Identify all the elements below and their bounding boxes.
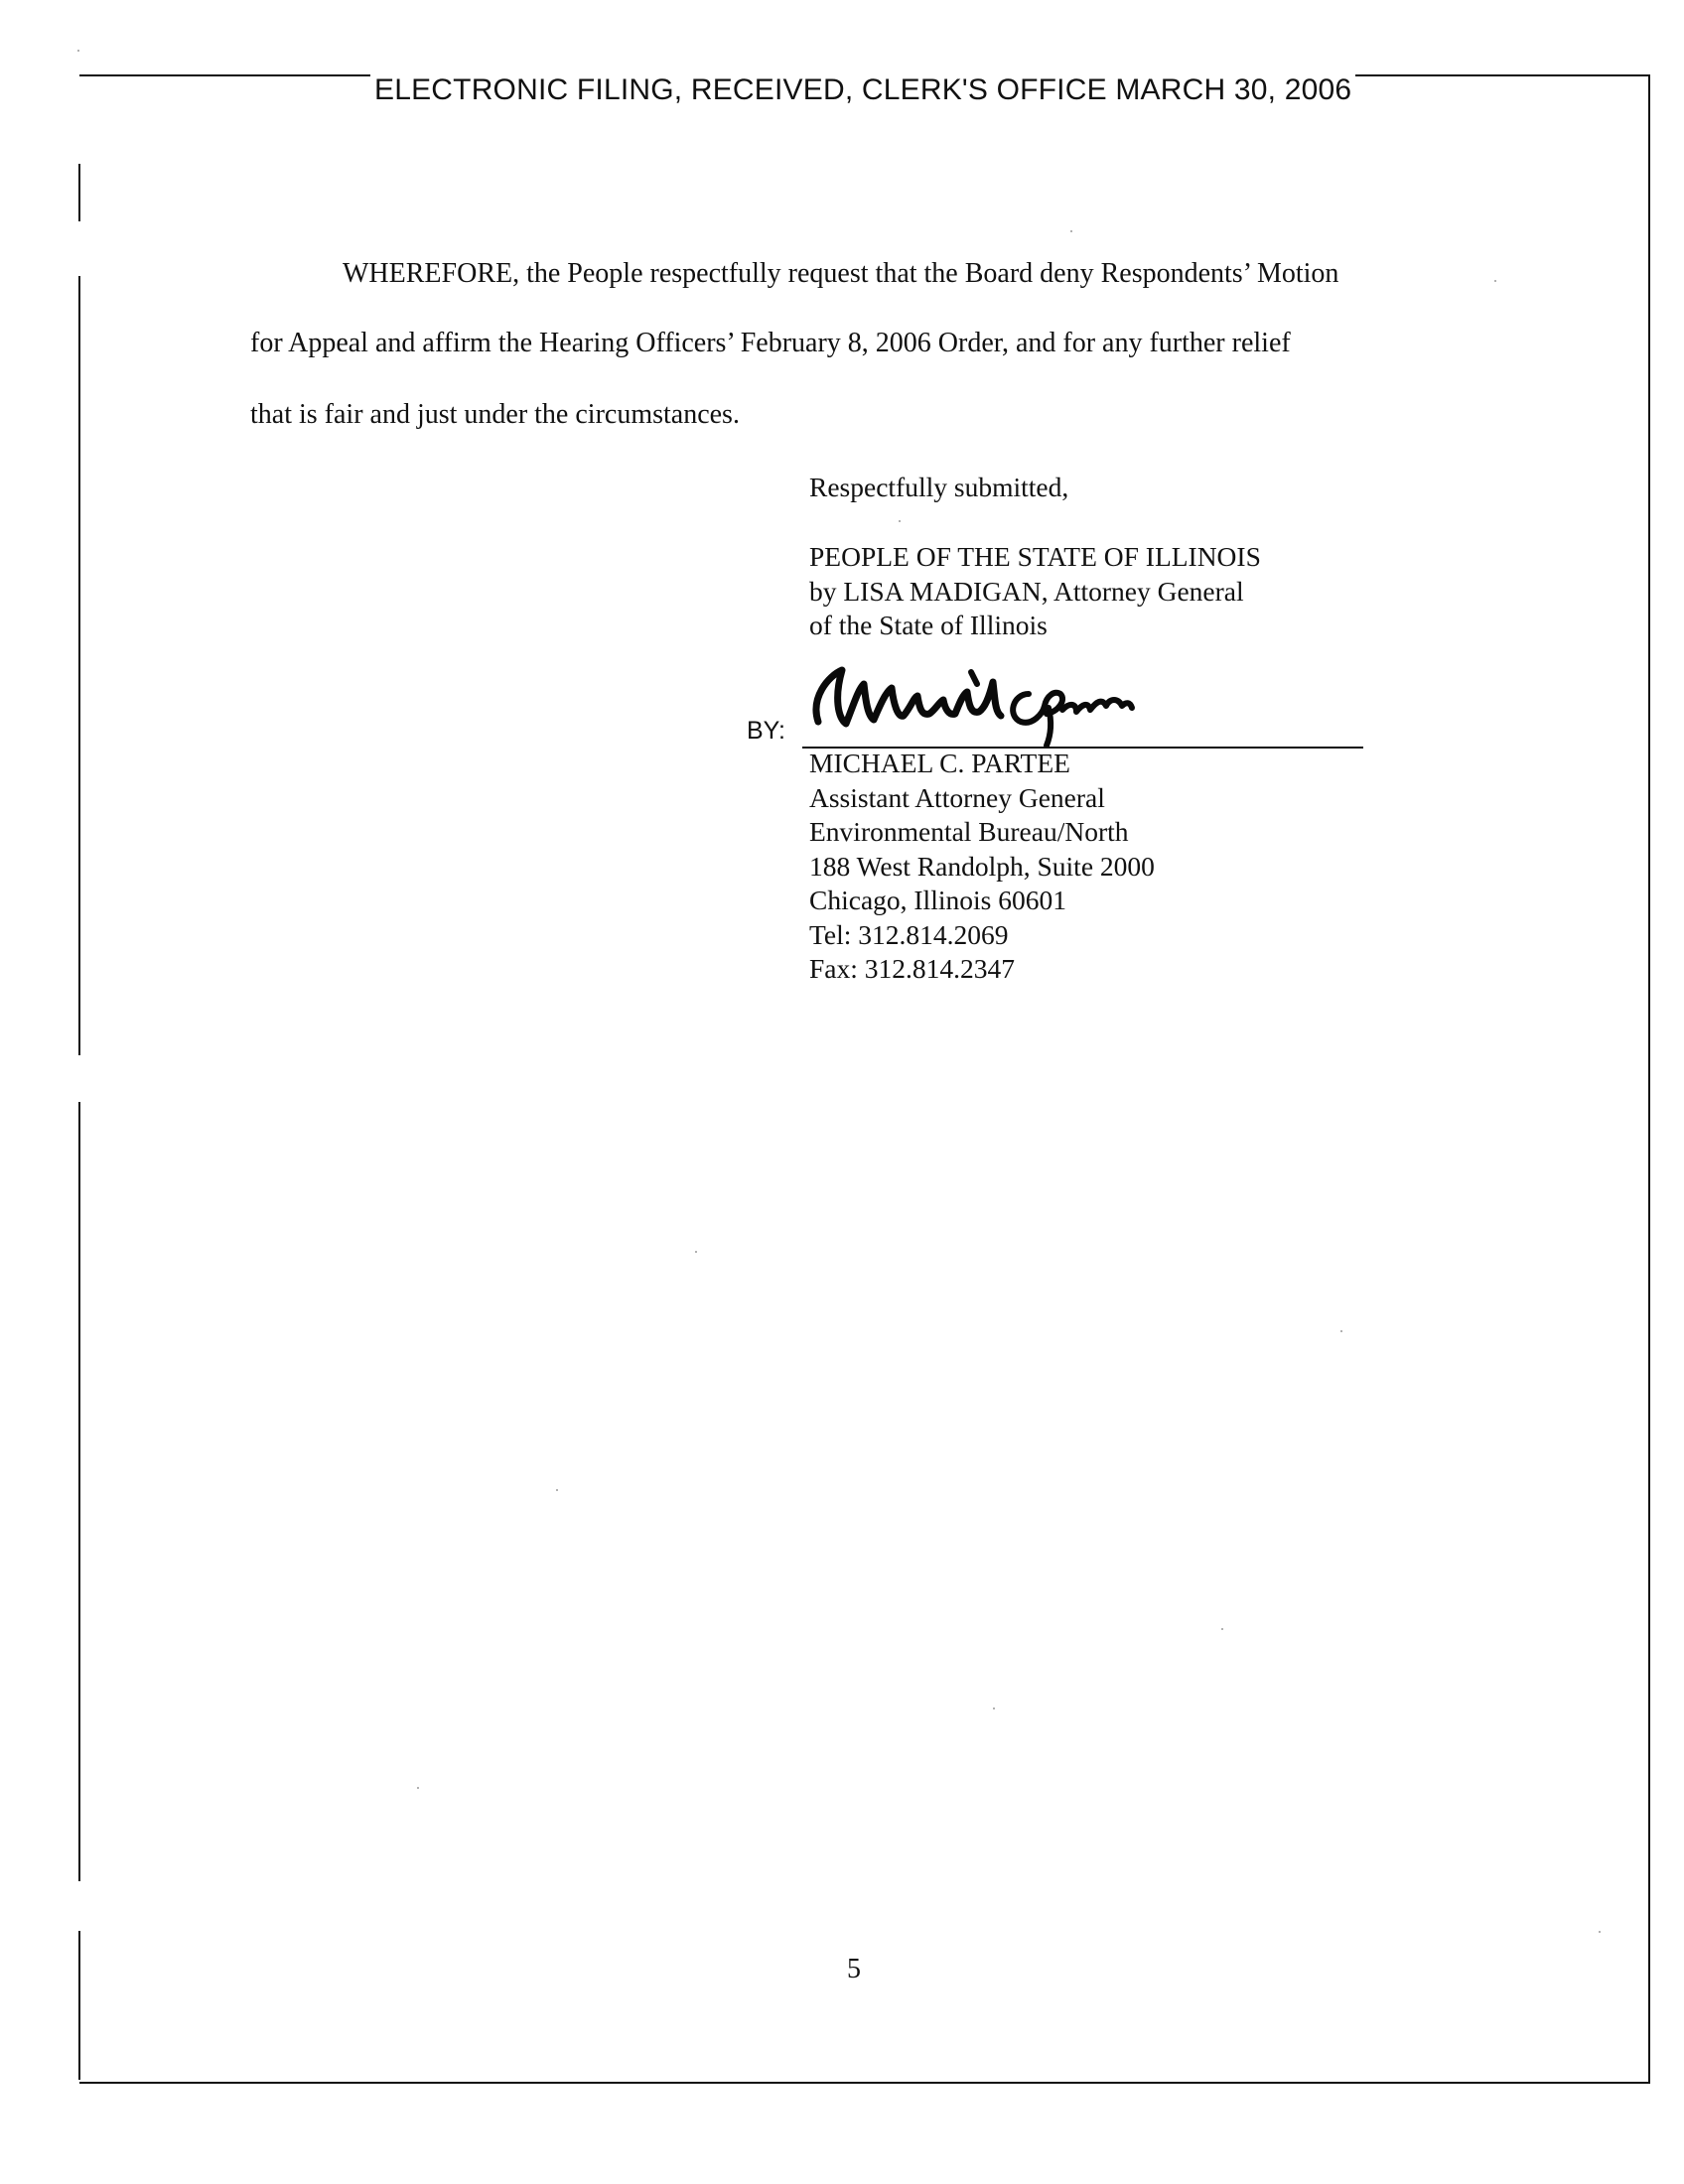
body-line-2: for Appeal and affirm the Hearing Officers’ February 8, 2006 Order, and for any further relief bbox=[250, 328, 1291, 358]
scan-speck bbox=[993, 1707, 995, 1709]
left-border-mark bbox=[78, 164, 80, 221]
by-label: BY: bbox=[747, 717, 785, 745]
signer-line: Environmental Bureau/North bbox=[809, 816, 1129, 847]
signature bbox=[794, 658, 1172, 757]
signer-block bbox=[809, 747, 1155, 987]
left-border-mark bbox=[78, 276, 80, 1055]
scan-speck bbox=[1340, 1330, 1342, 1332]
left-border-mark bbox=[78, 1931, 80, 2080]
party-block bbox=[809, 540, 1261, 643]
page-number: 5 bbox=[847, 1954, 861, 1984]
scan-speck bbox=[77, 50, 79, 52]
scan-speck bbox=[556, 1489, 558, 1491]
left-border-mark bbox=[78, 1102, 80, 1881]
body-line-1: WHEREFORE, the People respectfully request that the Board deny Respondents’ Motion bbox=[343, 258, 1339, 289]
party-line: PEOPLE OF THE STATE OF ILLINOIS bbox=[809, 541, 1261, 572]
scan-speck bbox=[1221, 1628, 1223, 1630]
scan-speck bbox=[1070, 230, 1072, 232]
party-line: of the State of Illinois bbox=[809, 610, 1048, 640]
signer-line: Tel: 312.814.2069 bbox=[809, 918, 1009, 950]
scan-speck bbox=[899, 520, 901, 522]
scan-speck bbox=[417, 1787, 419, 1789]
signer-line: MICHAEL C. PARTEE bbox=[809, 748, 1070, 778]
salutation: Respectfully submitted, bbox=[809, 472, 1069, 502]
scan-speck bbox=[1599, 1931, 1601, 1933]
scan-speck bbox=[695, 1251, 697, 1253]
body-line-3: that is fair and just under the circumstances. bbox=[250, 399, 740, 430]
page-border bbox=[79, 74, 1650, 2084]
signer-line: Chicago, Illinois 60601 bbox=[809, 885, 1066, 915]
scan-speck bbox=[1494, 280, 1496, 282]
signer-line: Fax: 312.814.2347 bbox=[809, 953, 1016, 984]
party-line: by LISA MADIGAN, Attorney General bbox=[809, 575, 1244, 607]
signer-line: Assistant Attorney General bbox=[809, 781, 1105, 813]
signer-line: 188 West Randolph, Suite 2000 bbox=[809, 850, 1155, 882]
filing-stamp: ELECTRONIC FILING, RECEIVED, CLERK'S OFFICE MARCH 30, 2006 bbox=[370, 73, 1355, 107]
